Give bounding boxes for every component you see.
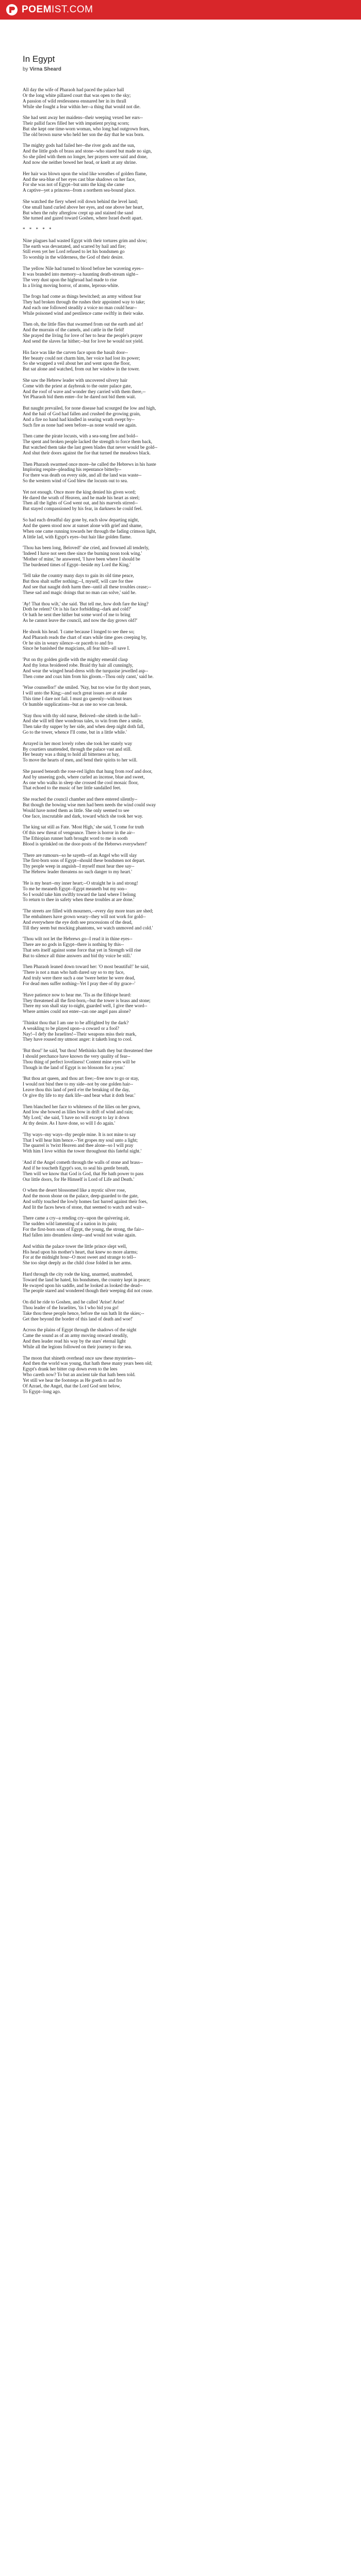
poem-line: His face was like the carven face upon the basalt door-- bbox=[23, 349, 128, 355]
poem-line: That echoed to the music of her little sandalled feet. bbox=[23, 785, 121, 791]
poem-line: 'Mother of mine,' he answered, 'I have been where I should be bbox=[23, 556, 140, 562]
poem-line: Then blanched her face to whiteness of the lilies on her gown, bbox=[23, 1104, 141, 1109]
poem-line: The earth was devastated, and scarred by hail and fire; bbox=[23, 243, 126, 249]
poem-line: Across the plains of Egypt through the shadows of the night bbox=[23, 1327, 137, 1333]
poem-line: And wear the winged head-dress with the turquoise jewelled asp-- bbox=[23, 668, 149, 673]
poem-line: To Egypt--long ago. bbox=[23, 1388, 61, 1394]
poem-line: He swayed upon his saddle, and he looked as looked the dead-- bbox=[23, 1282, 143, 1288]
stanza bbox=[23, 1272, 338, 1294]
poem-line: By courtiers unattended, through the palace vast and still. bbox=[23, 746, 132, 752]
stanza bbox=[23, 573, 338, 595]
poem-line: For there was death on every side, and all the land was waste-- bbox=[23, 472, 142, 478]
poem-line: And shut their doors against the foe that turned the meadows black. bbox=[23, 450, 151, 455]
stanza bbox=[23, 992, 338, 1014]
poem-line: And then leader read his way by the stars' eternal light bbox=[23, 1338, 126, 1344]
stanza bbox=[23, 1215, 338, 1238]
poem-line: For dead men suffer nothing--Yet I pray thee of thy grace--' bbox=[23, 981, 136, 986]
poem-line: This time I dare not fail. I must go queenly--without tears bbox=[23, 696, 132, 701]
stanza bbox=[23, 1355, 338, 1395]
stanza bbox=[23, 350, 338, 372]
poem-line: The moon that shineth overhead once saw these mysteries-- bbox=[23, 1355, 136, 1361]
site-logo[interactable] bbox=[6, 4, 93, 15]
poem-line: I will unto the King;--and such great issues are at stake bbox=[23, 690, 127, 696]
poem-line: Take thou these people hence, before the sun hath lit the skies;-- bbox=[23, 1310, 144, 1316]
poem-line: To return to thee in safety when these troubles at are done.' bbox=[23, 897, 135, 903]
poem-line: Of this new threat of vengeance. There is horror in the air-- bbox=[23, 830, 135, 836]
poem-line: Egypt's drank her bitter cup down even to the lees bbox=[23, 1366, 118, 1372]
poem-line: 'Thy ways--my ways--thy people mine. It is not mine to say bbox=[23, 1131, 136, 1137]
poem-line: So she piled with them no longer, her prayers were said and done, bbox=[23, 154, 148, 160]
poem-line: O when the desert blossomed like a mystic silver rose, bbox=[23, 1188, 126, 1193]
poem-line: On did he ride to Goshen, and he called 'Arise! Arise! bbox=[23, 1299, 125, 1305]
poem-line: The people stared and wondered though their weeping did not cease. bbox=[23, 1288, 153, 1294]
poem-line: And each one followed steadily a voice no man could hear-- bbox=[23, 304, 137, 310]
poem-line: Then Pharaoh leaned down toward her: 'O most beautiful!' he said, bbox=[23, 964, 150, 970]
stanza bbox=[23, 517, 338, 539]
poem-line: She watched the fiery wheel roll down behind the level land; bbox=[23, 198, 138, 204]
poem-line: Arrayed in her most lovely robes she took her stately way bbox=[23, 740, 133, 746]
poem-line: And send the slaves far hither;--but for love he would not yield. bbox=[23, 338, 144, 344]
poem-line: Get thee beyond the border of this land of death and woe!' bbox=[23, 1316, 133, 1321]
poem-line: Then Pharaoh swarmed once more--he called the Hebrews in his haste bbox=[23, 461, 156, 467]
poem-line: 'Put on thy golden girdle with the mighty emerald clasp bbox=[23, 657, 128, 663]
poem-line: Yet still we hear the footsteps as He goeth to and fro bbox=[23, 1377, 122, 1383]
poem-line: 'Thou wilt not let the Hebrews go--I read it in thine eyes-- bbox=[23, 936, 133, 942]
poem-line: Yet Pharaoh bid them enter--for he dared not bid them wait. bbox=[23, 394, 136, 400]
stanza bbox=[23, 405, 338, 428]
poem-line: The yellow Nile had turned to blood before her wavering eyes-- bbox=[23, 266, 144, 271]
section-separator: * * * * * bbox=[23, 227, 53, 232]
poem-line: Since he banished the magicians, all fear him--all save I. bbox=[23, 646, 130, 651]
poem-line: Her hair was blown upon the wind like wreathes of golden flame, bbox=[23, 171, 147, 176]
stanza bbox=[23, 908, 338, 930]
poem-line: Or the long white pillared court that was open to the sky; bbox=[23, 92, 131, 98]
poem-line: So had each dreadful day gone by, each slow departing night, bbox=[23, 517, 139, 522]
poem-line: For at the midnight hour--O most sweet and strange to tell-- bbox=[23, 1255, 136, 1260]
poem-line: The very dust upon the highroad had made to rise bbox=[23, 277, 117, 282]
poem-line: She too slept deeply as the child close folded in her arms. bbox=[23, 1260, 132, 1266]
poem-line: To move the hearts of men, and bend their spirits to her will. bbox=[23, 757, 138, 763]
poem-line: Still even yet her Lord refused to let his bondsmen go bbox=[23, 249, 125, 255]
poem-line: For the first-born sons of Egypt, the young, the strong, the fair-- bbox=[23, 1227, 144, 1232]
poem-line: 'There are rumours--so he sayeth--of an Angel who will slay bbox=[23, 852, 137, 858]
poem-line: But though the bowing wise men had been needs the wind could sway bbox=[23, 802, 156, 807]
poem-line: Go to the tower, whence I'll come, but in a little while.' bbox=[23, 730, 127, 735]
poem-line: 'He is my heart--my inner heart;--O straight he is and strong! bbox=[23, 880, 138, 886]
poem-line: Then will we know that God is God, that He hath power to pass bbox=[23, 1171, 144, 1176]
stanza bbox=[23, 1327, 338, 1349]
poem-line: The sudden wild lamenting of a nation in its pain; bbox=[23, 1221, 117, 1227]
poem-line: And a fire no hand had kindled in searing wrath swept by-- bbox=[23, 416, 135, 422]
poem-line: And Pharaoh reads the chart of stars while time goes creeping by, bbox=[23, 634, 147, 640]
poem-line: And the little gods of brass and stone--who stared but made no sign, bbox=[23, 148, 152, 154]
poem-line: And thy lotus broidered robe. Braid thy hair all cunningly, bbox=[23, 662, 133, 668]
stanza bbox=[23, 143, 338, 165]
poem-line: There are no gods in Egypt--there is nothing by this-- bbox=[23, 942, 124, 947]
poem-container bbox=[0, 20, 361, 1394]
poem-line: 'Indeed I have not seen thee since the burning noon took wing.' bbox=[23, 551, 142, 556]
poem-line: The frogs had come as things bewitched; an army without fear bbox=[23, 294, 141, 299]
stanza bbox=[23, 545, 338, 567]
poem-line: She turned and gazed toward Goshen, where Israel dwelt apart. bbox=[23, 215, 143, 221]
stanza bbox=[23, 378, 338, 400]
poem-line: That I will hear him hence.--Yet gropes my soul unto a light; bbox=[23, 1137, 138, 1143]
poem-line: And within the palace tower the little prince slept well, bbox=[23, 1243, 127, 1249]
poem-line: She prayed the living for love of her to hear the people's prayer bbox=[23, 333, 143, 338]
stanza bbox=[23, 115, 338, 137]
stanza bbox=[23, 657, 338, 679]
poem-line: Imploring respite--pleading his repentance bitterly-- bbox=[23, 467, 122, 472]
poem-line: With him I love within the tower throughout this fateful night.' bbox=[23, 1148, 142, 1154]
poem-line: The mighty gods had failed her--the river gods and the sun, bbox=[23, 143, 135, 148]
poem-line: And low she bowed as lilies bow in drift of wind and rain; bbox=[23, 1109, 134, 1115]
poem-body bbox=[23, 87, 338, 1394]
poem-line: A weakling to be played upon--a coward or a fool? bbox=[23, 1025, 120, 1031]
poem-line: But stayed compassioned by his fear, in darkness he could feel. bbox=[23, 506, 143, 512]
poem-line: A passion of wild restlessness ensnared her in its thrall bbox=[23, 98, 126, 104]
poem-line: But thou shalt suffer nothing;--I, myself, will care for thee bbox=[23, 579, 133, 584]
stanza bbox=[23, 1076, 338, 1098]
stanza bbox=[23, 294, 338, 316]
poem-part-two bbox=[23, 238, 338, 1395]
poem-line: 'Thou has been long, Beloved!' she cried, and frowned all tenderly, bbox=[23, 545, 150, 551]
poem-line: While all the legions followed on their journey to the sea. bbox=[23, 1344, 132, 1349]
poem-line: But to silence all thine answers and bid thy voice be still.' bbox=[23, 953, 132, 958]
poem-line: 'There is not a man who hath dared say so to my face, bbox=[23, 970, 125, 975]
poem-line: Their pallid faces filled her with impatient prying scorn; bbox=[23, 121, 129, 126]
poem-line: And then the world was young, that hath these many years been old; bbox=[23, 1361, 153, 1366]
stanza bbox=[23, 824, 338, 846]
poem-line: And everywhere the eye doth see processions of the dead, bbox=[23, 919, 133, 925]
stanza bbox=[23, 87, 338, 109]
poem-title: In Egypt bbox=[23, 54, 55, 64]
poem-line: Yet not enough. Once more the king denied his given word; bbox=[23, 489, 136, 495]
poem-line: Then take thy supper by her side, and when deep night doth fall, bbox=[23, 724, 145, 730]
stanza bbox=[23, 433, 338, 455]
poem-line: There came a cry--a rending cry--upon the quivering air, bbox=[23, 1215, 130, 1221]
poem-line: While poisoned wind and pestilence came swiftly in their wake. bbox=[23, 310, 144, 316]
poemist-p-icon bbox=[6, 4, 18, 15]
stanza bbox=[23, 321, 338, 344]
poem-line: A captive--yet a princess--from a northern sea-bound place. bbox=[23, 188, 136, 193]
poem-line: And see that naught doth harm thee--until all these troubles cease;-- bbox=[23, 584, 152, 590]
poem-line: And truly were there such a one 'twere better he were dead, bbox=[23, 975, 135, 981]
stanza bbox=[23, 1160, 338, 1182]
stanza bbox=[23, 741, 338, 763]
stanza bbox=[23, 1048, 338, 1070]
stanza bbox=[23, 238, 338, 260]
poem-line: Till they seem but mocking phantoms, we watch unmoved and cold.' bbox=[23, 925, 153, 930]
poem-line: Or give thy life to my dark life--and bear what it doth bear.' bbox=[23, 1092, 136, 1098]
poem-line: 'But thou art queen, and thou art free;--free now to go or stay, bbox=[23, 1076, 139, 1081]
poem-line: 'Ay! That thou wilt,' she said. 'But tell me, how doth fare the king? bbox=[23, 601, 149, 606]
poem-line: There my son shall stay to-night, guarded well, I give thee word-- bbox=[23, 1003, 147, 1009]
stanza bbox=[23, 964, 338, 986]
poem-line: Leave thou this land of peril e'er the breaking of the day, bbox=[23, 1087, 130, 1093]
poem-line: As one who walks in sleep she crossed the cool mosaic floor, bbox=[23, 779, 139, 785]
stanza bbox=[23, 462, 338, 484]
poem-line: To worship in the wilderness, the God of their desire. bbox=[23, 255, 124, 260]
poem-line: The king sat still as Fate. 'Most High,' she said, 'I come for truth bbox=[23, 824, 144, 830]
poem-line: Then came the pirate locusts, with a sea-song free and bold-- bbox=[23, 433, 138, 439]
poem-line: I should perchance have known the very quality of fear-- bbox=[23, 1053, 130, 1059]
poem-line: Who careth now? To but an ancient tale that hath been told. bbox=[23, 1372, 136, 1378]
stanza bbox=[23, 489, 338, 512]
poem-line: The embalmers have grown weary--they will not work for gold-- bbox=[23, 913, 146, 919]
poem-line: As he cannot leave the council, and now the day grows old?' bbox=[23, 618, 138, 623]
poem-line: Nine plagues had wasted Egypt with their tortures grim and slow; bbox=[23, 238, 147, 243]
stanza bbox=[23, 629, 338, 651]
stanza bbox=[23, 685, 338, 707]
poem-line: But sat alone and watched, from out her window in the tower. bbox=[23, 366, 140, 372]
stanza bbox=[23, 171, 338, 193]
poem-line: One small hand curled above her eyes, and one above her heart, bbox=[23, 204, 144, 210]
poem-line: 'But thou!' he said, 'but thou! Methinks hath they but threatened thee bbox=[23, 1048, 153, 1054]
poem-line: But watched them take the last green blades that never would be gold-- bbox=[23, 445, 158, 450]
poem-line: Our little doors, for He Himself is Lord of Life and Death.' bbox=[23, 1176, 135, 1182]
poem-line: That sets itself against some force that yet in Strength will rise bbox=[23, 947, 141, 953]
stanza bbox=[23, 853, 338, 875]
poem-line: Then oh, the little flies that swarmed from out the earth and air! bbox=[23, 321, 143, 327]
poem-line: Such fire as none had seen before--as none would see again. bbox=[23, 422, 137, 428]
poem-line: Would have noted them as little. She only seemed to see bbox=[23, 807, 129, 813]
poem-line: His head upon his mother's heart, that knew no more alarms; bbox=[23, 1249, 138, 1255]
poem-line: The first-born sons of Egypt--should these bondsmen not depart. bbox=[23, 858, 145, 863]
poem-line: And the murrain of the camels, and cattle in the field! bbox=[23, 327, 125, 333]
poem-line: Hard through the city rode the king, unarmed, unattended, bbox=[23, 1271, 133, 1277]
poem-line: They threatened all the first-born,--but the tower is brass and stone; bbox=[23, 997, 151, 1003]
stanza bbox=[23, 1188, 338, 1210]
poem-line: Doth he relent? Or is his face forbidding--dark and cold?' bbox=[23, 606, 132, 612]
poem-line: So I would take him swiftly toward the land where I belong bbox=[23, 891, 136, 897]
poem-line: I would not bind thee to my side--not by one golden hair-- bbox=[23, 1081, 133, 1087]
poem-line: He shook his head. 'I came because I longed to see thee so; bbox=[23, 629, 135, 634]
poem-line: And now she neither bowed her head, or knelt at any shrine. bbox=[23, 159, 137, 165]
poem-line: It was branded into memory--a haunting death-stream sight-- bbox=[23, 271, 139, 277]
poem-line: And the queen stood now at sunset alone with grief and shame, bbox=[23, 522, 143, 528]
poem-line: At thy desire. As I have done, so will I do again.' bbox=[23, 1121, 116, 1126]
poem-line: Her beauty was a thing to hold all bitterness at bay, bbox=[23, 752, 120, 757]
poem-line: 'My Lord,' she said, 'I have no will except to lay it down bbox=[23, 1115, 129, 1121]
poem-line: While she fought a fear within her--a thing that would not die. bbox=[23, 104, 141, 109]
poem-line: Come with the priest at daybreak to the outer palace gate, bbox=[23, 383, 132, 388]
poem-line: 'Tell take the country many days to gain its old time peace, bbox=[23, 573, 134, 579]
poem-line: Had fallen into dreamless sleep--and would not wake again. bbox=[23, 1232, 137, 1238]
poem-line: Where armies could not enter--can one angel pass alone? bbox=[23, 1009, 131, 1014]
poem-line: She passed beneath the rose-red lights that hung from roof and door, bbox=[23, 768, 153, 774]
poem-line: All day the wife of Pharaoh had paced the palace hall bbox=[23, 87, 124, 92]
poem-line: But when the ruby afterglow crept up and stained the sand bbox=[23, 210, 134, 215]
poem-line: 'Wise counsellor!' she smiled. 'Nay, but too wise for thy short years, bbox=[23, 685, 151, 690]
poem-line: Or he sits in weary silence--or paceth to and fro bbox=[23, 640, 113, 646]
poem-line: One face, inscrutable and dark, toward which she took her way. bbox=[23, 813, 143, 819]
stanza bbox=[23, 769, 338, 791]
poem-line: She saw the Hebrew leader with uncovered silvery hair bbox=[23, 377, 128, 383]
poem-line: She had sent away her maidens--their weeping vexed her ears-- bbox=[23, 115, 143, 121]
poem-line: He dared the wrath of Heaven, and he made his heart as steel; bbox=[23, 495, 140, 500]
poem-line: And the moon shone on the palace, deep-guarded to the gate, bbox=[23, 1193, 139, 1199]
poem-line: Toward the land he hated, his bondsmen, the country kept in peace; bbox=[23, 1277, 151, 1282]
poem-line: 'The streets are filled with mourners,--every day more tears are shed; bbox=[23, 908, 153, 914]
poem-line: To me he meaneth Egypt--Egypt meaneth but my son-- bbox=[23, 886, 127, 891]
poem-line: So she wrapped a veil about her and went upon the floor, bbox=[23, 361, 131, 366]
poem-line: They had broken through the rushes their appointed way to take; bbox=[23, 299, 145, 305]
poem-line: And the sea-blue of her eyes cast blue shadows on her face, bbox=[23, 176, 136, 182]
poem-line: And by unseeing gods, where curled an incense, blue and sweet, bbox=[23, 774, 145, 779]
stanza bbox=[23, 796, 338, 819]
poem-line: The Ethiopian runner hath brought word to me in sooth bbox=[23, 836, 128, 841]
poem-line: In a living moving horror, of atoms, leprous-white. bbox=[23, 282, 119, 288]
author-link[interactable]: Virna Sheard bbox=[29, 66, 61, 72]
poem-line: Or humble supplications--but as one no woe can break. bbox=[23, 701, 127, 707]
poem-line: Thou leader of the Israelites, 'tis I who bid you go! bbox=[23, 1304, 119, 1310]
poem-line: 'And if the Angel cometh through the walls of stone and brass-- bbox=[23, 1160, 143, 1165]
poem-line: Thy people weep in anguish--I myself must hear thee say-- bbox=[23, 863, 135, 869]
poem-line: 'Have patience now to hear me. 'Tis as the Ethiope heard: bbox=[23, 992, 132, 997]
poem-line: These sad and magic doings that no man can solve,' said he. bbox=[23, 589, 137, 595]
poem-line: Came the sound as of an army moving onward steadily, bbox=[23, 1333, 128, 1338]
poem-line: Then all the lights of God went out, and his marvels stirred-- bbox=[23, 500, 138, 506]
stanza bbox=[23, 199, 338, 221]
poem-line: And if he toucheth Egypt's son, to seal his gentle breath, bbox=[23, 1165, 129, 1171]
poem-line: And the hail of God had fallen and crushed the growing grain, bbox=[23, 411, 141, 416]
poem-line: And lit the faces hewn of stone, that seemed to watch and wait-- bbox=[23, 1204, 144, 1210]
logo-text: POEMIST.COM bbox=[22, 4, 93, 15]
poem-part-one bbox=[23, 87, 338, 221]
poem-line: The burdened times of Egypt--beside my Lord the King.' bbox=[23, 562, 131, 567]
poem-line: Her beauty could not charm him, her voice had lost its power; bbox=[23, 355, 140, 361]
poem-line: When one came running towards her through the fading crimson light, bbox=[23, 528, 156, 534]
poem-line: And the roof of wave and wonder they carried with them there,-- bbox=[23, 388, 146, 394]
poem-line: Though in the land of Egypt is no blossom for a year.' bbox=[23, 1064, 125, 1070]
poem-line: Or hath he sent thee hither but some word of me to bring bbox=[23, 612, 130, 618]
poem-line: 'Thinkst thou that I am one to be affrighted by the dark? bbox=[23, 1020, 129, 1025]
poem-byline: by Virna Sheard bbox=[23, 66, 61, 72]
poem-line: And softly touched the lowly homes fast barred against their foes, bbox=[23, 1198, 148, 1204]
stanza bbox=[23, 1104, 338, 1126]
poem-line: Thou thing of perfect loveliness! Content mine eyes will be bbox=[23, 1059, 136, 1064]
site-header bbox=[0, 0, 361, 20]
poem-line: Blood is sprinkled on the door-posts of the Hebrews everywhere!' bbox=[23, 841, 147, 846]
poem-line: But she kept one time-worn woman, who long had outgrown fears, bbox=[23, 126, 150, 131]
poem-line: The quarrel is 'twixt Heaven and thee alone--so I will pray bbox=[23, 1143, 134, 1148]
poem-line: Nay!--I defy the Israelites!--Their weapons miss their mark, bbox=[23, 1031, 137, 1037]
poem-line: The Hebrew leader threatens no such danger to my heart.' bbox=[23, 869, 132, 875]
stanza bbox=[23, 936, 338, 958]
poem-line: They have roused my utmost anger: it taketh long to cool. bbox=[23, 1037, 133, 1042]
poem-line: A little lad, with Egypt's eyes--but hair like golden flame. bbox=[23, 534, 132, 539]
poem-line: So the western wind of God blew the locusts out to sea. bbox=[23, 478, 128, 484]
stanza bbox=[23, 601, 338, 623]
poem-line: She reached the council chamber and there entered silently-- bbox=[23, 796, 138, 802]
poem-line: For she was not of Egypt--but unto the king she came bbox=[23, 182, 124, 188]
poem-line: Then come and coax him from his gloom.--Thou only canst,' said he. bbox=[23, 673, 154, 679]
poem-line: But naught prevailed, for none disease had scourged the low and high, bbox=[23, 405, 156, 411]
stanza bbox=[23, 266, 338, 288]
stanza bbox=[23, 1132, 338, 1154]
poem-line: And she will tell thee wondrous tales, to win from thee a smile, bbox=[23, 718, 143, 724]
stanza bbox=[23, 713, 338, 735]
poem-line: The old brown nurse who held her son the day that he was born. bbox=[23, 131, 144, 137]
stanza bbox=[23, 1299, 338, 1321]
stanza bbox=[23, 1020, 338, 1042]
poem-line: The spent and broken people lacked the strength to force them back, bbox=[23, 439, 153, 445]
stanza bbox=[23, 1244, 338, 1266]
stanza bbox=[23, 880, 338, 903]
poem-line: 'Stay thou with thy old nurse, Beloved--she sitteth in the hall-- bbox=[23, 713, 141, 718]
poem-line: Of Azrael, the Angel, that the Lord God sent below, bbox=[23, 1383, 121, 1388]
